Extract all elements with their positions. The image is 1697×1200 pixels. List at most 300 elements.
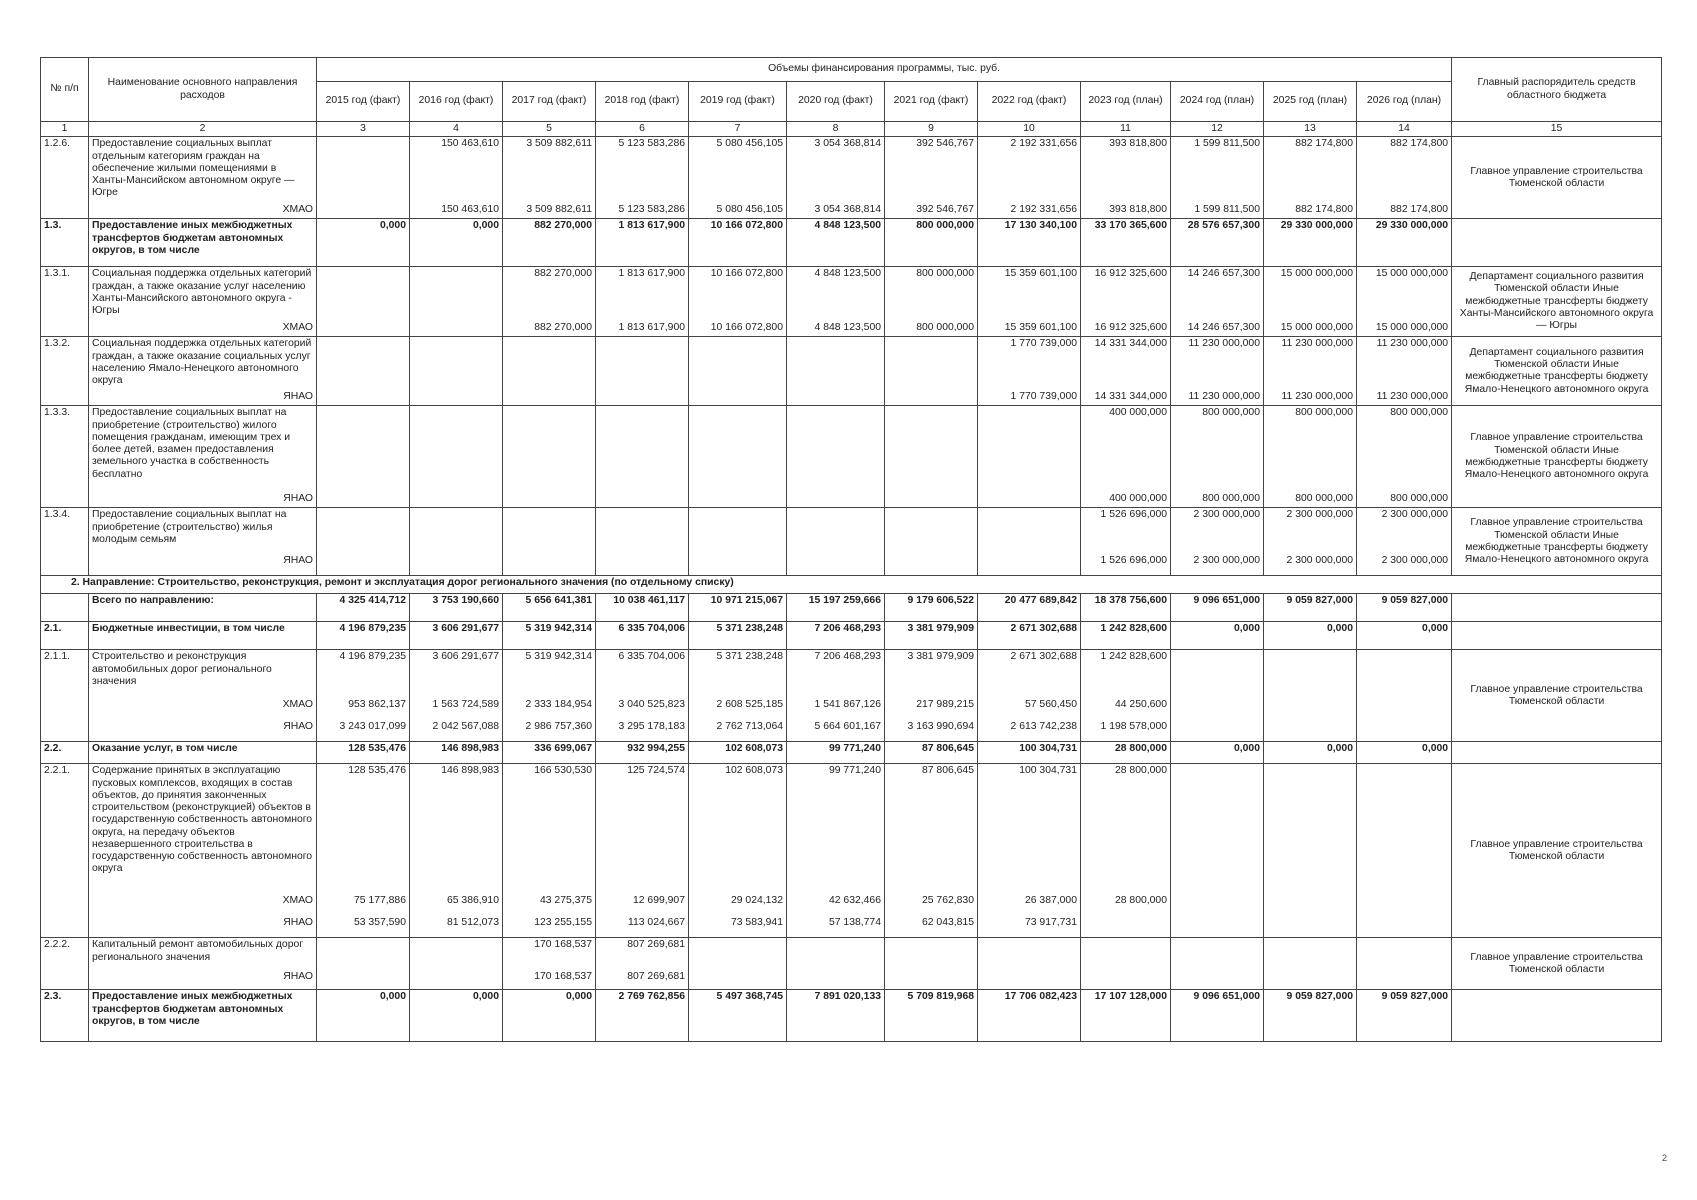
row-value: 2 042 567,088	[410, 720, 503, 742]
row-value: 102 608,073	[689, 742, 787, 764]
row-value: 5 123 583,286	[596, 203, 689, 219]
row-name: Предоставление социальных выплат на приобретение (строительство) жилья молодым семьям	[89, 508, 317, 554]
row-region: ХМАО	[89, 321, 317, 337]
row-value: 800 000,000	[1357, 406, 1452, 492]
row-value: 0,000	[1171, 742, 1264, 764]
row-name: Социальная поддержка отдельных категорий граждан, а также оказание услуг населению Ханты-Мансийского автономного округа - Югры	[89, 267, 317, 321]
row-value: 17 130 340,100	[978, 219, 1081, 267]
row-value: 2 300 000,000	[1171, 554, 1264, 576]
row-value: 14 331 344,000	[1081, 337, 1171, 390]
row-code	[41, 594, 89, 622]
row-value: 400 000,000	[1081, 406, 1171, 492]
total-label: Всего по направлению:	[89, 594, 317, 622]
row-name: Капитальный ремонт автомобильных дорог регионального значения	[89, 938, 317, 970]
header-year: 2024 год (план)	[1171, 82, 1264, 122]
table-row	[41, 742, 1662, 764]
row-value	[1264, 698, 1357, 720]
row-value	[978, 492, 1081, 508]
table-subrow	[41, 916, 1662, 938]
row-value: 43 275,375	[503, 894, 596, 916]
row-name: Содержание принятых в эксплуатацию пусковых комплексов, входящих в состав объектов, до принятия законченных строительством (реконструкцией) объектов в государственную собственность автономного округа, на передачу объектов незавершенного строительства в государственную собственность автономного округа	[89, 764, 317, 894]
row-value: 15 000 000,000	[1357, 321, 1452, 337]
row-value: 42 632,466	[787, 894, 885, 916]
row-value: 0,000	[1171, 622, 1264, 650]
row-value: 87 806,645	[885, 742, 978, 764]
row-value	[689, 390, 787, 406]
row-name: Предоставление иных межбюджетных трансфертов бюджетам автономных округов, в том числе	[89, 219, 317, 267]
header-col-number: 3	[317, 122, 410, 137]
row-value	[410, 492, 503, 508]
row-value	[410, 938, 503, 970]
row-value: 11 230 000,000	[1264, 337, 1357, 390]
row-value: 4 196 879,235	[317, 622, 410, 650]
row-value: 0,000	[410, 990, 503, 1042]
row-code: 1.2.6.	[41, 137, 89, 219]
row-value	[1264, 938, 1357, 970]
row-code: 2.1.	[41, 622, 89, 650]
row-value: 882 174,800	[1264, 137, 1357, 203]
row-value	[1264, 916, 1357, 938]
row-value: 2 333 184,954	[503, 698, 596, 720]
row-value: 2 300 000,000	[1357, 554, 1452, 576]
total-value: 5 656 641,381	[503, 594, 596, 622]
row-value: 128 535,476	[317, 742, 410, 764]
row-value: 28 576 657,300	[1171, 219, 1264, 267]
row-value: 4 848 123,500	[787, 321, 885, 337]
header-year: 2019 год (факт)	[689, 82, 787, 122]
row-value: 1 526 696,000	[1081, 554, 1171, 576]
row-value	[410, 321, 503, 337]
row-value: 4 196 879,235	[317, 650, 410, 698]
row-region: ЯНАО	[89, 390, 317, 406]
row-value: 0,000	[503, 990, 596, 1042]
row-value	[689, 492, 787, 508]
header-volumes: Объемы финансирования программы, тыс. руб.	[317, 58, 1452, 82]
header-year: 2026 год (план)	[1357, 82, 1452, 122]
row-value: 1 242 828,600	[1081, 622, 1171, 650]
row-region: ЯНАО	[89, 554, 317, 576]
row-value: 16 912 325,600	[1081, 321, 1171, 337]
row-value: 800 000,000	[1171, 406, 1264, 492]
row-code: 1.3.2.	[41, 337, 89, 406]
row-value: 17 107 128,000	[1081, 990, 1171, 1042]
row-value	[787, 337, 885, 390]
row-value: 128 535,476	[317, 764, 410, 894]
row-value: 150 463,610	[410, 203, 503, 219]
section-title: 2. Направление: Строительство, реконструкция, ремонт и эксплуатация дорог регионального значения (по отдельному списку)	[41, 576, 1662, 594]
row-code: 2.1.1.	[41, 650, 89, 742]
table-row	[41, 508, 1662, 554]
row-value	[1171, 970, 1264, 990]
header-col-number: 15	[1452, 122, 1662, 137]
row-value	[978, 508, 1081, 554]
row-value: 5 664 601,167	[787, 720, 885, 742]
row-value: 7 206 468,293	[787, 622, 885, 650]
row-value	[596, 390, 689, 406]
row-value: 28 800,000	[1081, 764, 1171, 894]
row-value: 10 166 072,800	[689, 219, 787, 267]
row-value: 3 509 882,611	[503, 137, 596, 203]
row-manager	[1452, 990, 1662, 1042]
table-row	[41, 137, 1662, 203]
row-value: 9 059 827,000	[1264, 990, 1357, 1042]
header-manager: Главный распорядитель средств областного бюджета	[1452, 58, 1662, 122]
header-col-number: 7	[689, 122, 787, 137]
row-manager: Главное управление строительства Тюменской области Иные межбюджетные трансферты бюджету Ямало-Ненецкого автономного округа	[1452, 508, 1662, 576]
row-value: 3 040 525,823	[596, 698, 689, 720]
header-col-number: 5	[503, 122, 596, 137]
table-subrow	[41, 894, 1662, 916]
row-value: 57 560,450	[978, 698, 1081, 720]
row-value: 0,000	[1264, 742, 1357, 764]
table-subrow	[41, 321, 1662, 337]
row-value	[689, 406, 787, 492]
row-value	[978, 938, 1081, 970]
row-value: 1 599 811,500	[1171, 137, 1264, 203]
row-value: 1 813 617,900	[596, 267, 689, 321]
row-value	[787, 508, 885, 554]
table-subrow	[41, 970, 1662, 990]
row-value	[317, 137, 410, 203]
row-value	[410, 554, 503, 576]
row-value	[689, 554, 787, 576]
row-value: 166 530,530	[503, 764, 596, 894]
header-col-number: 11	[1081, 122, 1171, 137]
total-value: 15 197 259,666	[787, 594, 885, 622]
header-no: № п/п	[41, 58, 89, 122]
row-value	[410, 970, 503, 990]
row-value	[1171, 938, 1264, 970]
row-value: 0,000	[410, 219, 503, 267]
row-manager: Главное управление строительства Тюменской области	[1452, 137, 1662, 219]
total-value: 9 059 827,000	[1264, 594, 1357, 622]
row-name: Предоставление иных межбюджетных трансфертов бюджетам автономных округов, в том числе	[89, 990, 317, 1042]
row-value: 28 800,000	[1081, 894, 1171, 916]
row-value: 2 300 000,000	[1264, 554, 1357, 576]
row-value	[317, 390, 410, 406]
row-value: 170 168,537	[503, 970, 596, 990]
row-value: 62 043,815	[885, 916, 978, 938]
header-col-number: 2	[89, 122, 317, 137]
row-value: 6 335 704,006	[596, 622, 689, 650]
row-value	[1264, 650, 1357, 698]
row-value: 0,000	[1264, 622, 1357, 650]
row-value: 800 000,000	[1357, 492, 1452, 508]
row-value: 3 243 017,099	[317, 720, 410, 742]
header-year: 2021 год (факт)	[885, 82, 978, 122]
row-value	[317, 406, 410, 492]
row-value	[1081, 916, 1171, 938]
row-value: 953 862,137	[317, 698, 410, 720]
row-value	[317, 508, 410, 554]
row-value: 11 230 000,000	[1171, 337, 1264, 390]
row-value: 1 770 739,000	[978, 337, 1081, 390]
table-row	[41, 990, 1662, 1042]
row-value: 15 000 000,000	[1264, 321, 1357, 337]
table-row	[41, 219, 1662, 267]
row-value: 336 699,067	[503, 742, 596, 764]
row-value: 14 246 657,300	[1171, 267, 1264, 321]
table-row	[41, 938, 1662, 970]
row-manager	[1452, 622, 1662, 650]
row-value	[1357, 650, 1452, 698]
row-value: 2 671 302,688	[978, 622, 1081, 650]
row-name: Предоставление социальных выплат на приобретение (строительство) жилого помещения гражданам, имеющим трех и более детей, взамен предоставления земельного участка в собственность бесплатно	[89, 406, 317, 492]
row-value: 3 295 178,183	[596, 720, 689, 742]
row-value: 800 000,000	[885, 321, 978, 337]
row-value: 393 818,800	[1081, 137, 1171, 203]
row-value	[1264, 764, 1357, 894]
row-code: 1.3.1.	[41, 267, 89, 337]
header-year: 2023 год (план)	[1081, 82, 1171, 122]
row-value: 2 192 331,656	[978, 203, 1081, 219]
row-value: 99 771,240	[787, 742, 885, 764]
row-value: 2 608 525,185	[689, 698, 787, 720]
row-value	[787, 554, 885, 576]
row-value	[1357, 938, 1452, 970]
row-value	[317, 938, 410, 970]
row-value	[978, 406, 1081, 492]
row-name: Оказание услуг, в том числе	[89, 742, 317, 764]
row-value	[885, 938, 978, 970]
row-value: 125 724,574	[596, 764, 689, 894]
row-value	[410, 390, 503, 406]
row-value: 146 898,983	[410, 764, 503, 894]
total-value: 9 059 827,000	[1357, 594, 1452, 622]
header-col-number: 13	[1264, 122, 1357, 137]
row-value: 146 898,983	[410, 742, 503, 764]
row-region: ХМАО	[89, 894, 317, 916]
row-value	[1264, 970, 1357, 990]
row-value: 11 230 000,000	[1264, 390, 1357, 406]
row-value: 15 359 601,100	[978, 267, 1081, 321]
row-value	[787, 390, 885, 406]
header-name: Наименование основного направления расходов	[89, 58, 317, 122]
row-value	[689, 970, 787, 990]
row-value	[1171, 720, 1264, 742]
row-value: 17 706 082,423	[978, 990, 1081, 1042]
row-value: 932 994,255	[596, 742, 689, 764]
row-value	[596, 508, 689, 554]
header-col-number: 4	[410, 122, 503, 137]
row-value: 4 848 123,500	[787, 267, 885, 321]
row-value	[1357, 916, 1452, 938]
row-value: 25 762,830	[885, 894, 978, 916]
row-value: 882 174,800	[1357, 137, 1452, 203]
row-value	[885, 390, 978, 406]
row-value	[503, 390, 596, 406]
row-value: 2 769 762,856	[596, 990, 689, 1042]
row-value	[1264, 894, 1357, 916]
row-value: 392 546,767	[885, 137, 978, 203]
row-value: 113 024,667	[596, 916, 689, 938]
row-value: 882 270,000	[503, 267, 596, 321]
row-manager: Главное управление строительства Тюменской области	[1452, 650, 1662, 742]
row-value: 2 300 000,000	[1357, 508, 1452, 554]
row-value: 14 246 657,300	[1171, 321, 1264, 337]
row-value: 5 709 819,968	[885, 990, 978, 1042]
header-year: 2020 год (факт)	[787, 82, 885, 122]
row-value: 807 269,681	[596, 938, 689, 970]
row-value: 1 813 617,900	[596, 321, 689, 337]
row-manager: Департамент социального развития Тюменской области Иные межбюджетные трансферты бюджету Ямало-Ненецкого автономного округа	[1452, 337, 1662, 406]
row-value: 15 000 000,000	[1264, 267, 1357, 321]
row-value	[503, 508, 596, 554]
row-value	[317, 492, 410, 508]
row-value	[317, 554, 410, 576]
row-value: 16 912 325,600	[1081, 267, 1171, 321]
row-value	[596, 492, 689, 508]
row-value: 5 080 456,105	[689, 203, 787, 219]
row-value	[689, 938, 787, 970]
row-value: 15 359 601,100	[978, 321, 1081, 337]
row-value: 10 166 072,800	[689, 267, 787, 321]
row-name: Строительство и реконструкция автомобильных дорог регионального значения	[89, 650, 317, 698]
row-value: 5 319 942,314	[503, 622, 596, 650]
row-value: 2 986 757,360	[503, 720, 596, 742]
row-value: 800 000,000	[1264, 492, 1357, 508]
total-row	[41, 594, 1662, 622]
header-year: 2017 год (факт)	[503, 82, 596, 122]
row-value: 5 080 456,105	[689, 137, 787, 203]
row-value: 10 166 072,800	[689, 321, 787, 337]
row-value	[885, 970, 978, 990]
row-value: 3 054 368,814	[787, 137, 885, 203]
row-manager: Главное управление строительства Тюменской области	[1452, 938, 1662, 990]
row-value	[787, 970, 885, 990]
row-value: 33 170 365,600	[1081, 219, 1171, 267]
row-code: 2.2.1.	[41, 764, 89, 938]
header-year: 2015 год (факт)	[317, 82, 410, 122]
row-value: 100 304,731	[978, 764, 1081, 894]
table-subrow	[41, 720, 1662, 742]
row-value: 1 599 811,500	[1171, 203, 1264, 219]
table-subrow	[41, 492, 1662, 508]
row-value: 2 671 302,688	[978, 650, 1081, 698]
table-row	[41, 267, 1662, 321]
row-value: 9 096 651,000	[1171, 990, 1264, 1042]
row-value	[885, 492, 978, 508]
header-col-number: 12	[1171, 122, 1264, 137]
row-manager: Главное управление строительства Тюменской области	[1452, 764, 1662, 938]
row-value: 29 330 000,000	[1357, 219, 1452, 267]
table-row	[41, 650, 1662, 698]
header-year: 2016 год (факт)	[410, 82, 503, 122]
row-value	[410, 337, 503, 390]
row-value: 75 177,886	[317, 894, 410, 916]
row-value	[1264, 720, 1357, 742]
row-code: 1.3.	[41, 219, 89, 267]
row-name: Бюджетные инвестиции, в том числе	[89, 622, 317, 650]
row-value	[1171, 894, 1264, 916]
table-row	[41, 622, 1662, 650]
total-value: 20 477 689,842	[978, 594, 1081, 622]
row-value: 1 242 828,600	[1081, 650, 1171, 698]
row-value: 123 255,155	[503, 916, 596, 938]
row-code: 2.2.2.	[41, 938, 89, 990]
row-value	[317, 267, 410, 321]
row-value: 882 174,800	[1264, 203, 1357, 219]
total-value: 18 378 756,600	[1081, 594, 1171, 622]
row-value: 800 000,000	[885, 219, 978, 267]
total-value: 9 179 606,522	[885, 594, 978, 622]
row-value	[317, 321, 410, 337]
row-value	[1171, 764, 1264, 894]
row-value	[503, 554, 596, 576]
row-region: ЯНАО	[89, 970, 317, 990]
row-value: 882 270,000	[503, 321, 596, 337]
header-col-number: 9	[885, 122, 978, 137]
row-value	[1357, 894, 1452, 916]
row-manager	[1452, 594, 1662, 622]
row-value: 4 848 123,500	[787, 219, 885, 267]
row-region: ХМАО	[89, 203, 317, 219]
row-value: 65 386,910	[410, 894, 503, 916]
total-value: 4 325 414,712	[317, 594, 410, 622]
row-value: 882 174,800	[1357, 203, 1452, 219]
row-value: 53 357,590	[317, 916, 410, 938]
row-value	[503, 492, 596, 508]
row-value	[978, 970, 1081, 990]
row-code: 2.3.	[41, 990, 89, 1042]
row-value: 2 613 742,238	[978, 720, 1081, 742]
row-name: Социальная поддержка отдельных категорий граждан, а также оказание социальных услуг населению Ямало-Ненецкого автономного округа	[89, 337, 317, 390]
row-value: 1 813 617,900	[596, 219, 689, 267]
row-value: 73 917,731	[978, 916, 1081, 938]
row-value: 3 606 291,677	[410, 622, 503, 650]
table-subrow	[41, 203, 1662, 219]
row-value: 800 000,000	[885, 267, 978, 321]
row-value: 3 381 979,909	[885, 622, 978, 650]
row-value	[503, 406, 596, 492]
row-value: 807 269,681	[596, 970, 689, 990]
row-value	[1081, 970, 1171, 990]
row-value: 3 381 979,909	[885, 650, 978, 698]
row-value: 392 546,767	[885, 203, 978, 219]
row-value	[317, 203, 410, 219]
financing-table	[40, 57, 1662, 1042]
row-value: 3 054 368,814	[787, 203, 885, 219]
row-value	[689, 508, 787, 554]
row-manager: Департамент социального развития Тюменской области Иные межбюджетные трансферты бюджету Ханты-Мансийского автономного округа — Югры	[1452, 267, 1662, 337]
header-col-number: 6	[596, 122, 689, 137]
row-value: 150 463,610	[410, 137, 503, 203]
row-value: 1 563 724,589	[410, 698, 503, 720]
row-value: 2 192 331,656	[978, 137, 1081, 203]
row-value	[410, 406, 503, 492]
row-manager: Главное управление строительства Тюменской области Иные межбюджетные трансферты бюджету Ямало-Ненецкого автономного округа	[1452, 406, 1662, 508]
header-year: 2025 год (план)	[1264, 82, 1357, 122]
row-value: 11 230 000,000	[1357, 390, 1452, 406]
row-value	[885, 554, 978, 576]
total-value: 3 753 190,660	[410, 594, 503, 622]
total-value: 10 038 461,117	[596, 594, 689, 622]
row-value: 393 818,800	[1081, 203, 1171, 219]
header-year: 2018 год (факт)	[596, 82, 689, 122]
table-row	[41, 406, 1662, 492]
row-value: 28 800,000	[1081, 742, 1171, 764]
row-value: 170 168,537	[503, 938, 596, 970]
table-row	[41, 764, 1662, 894]
row-value	[410, 267, 503, 321]
row-value: 800 000,000	[1171, 492, 1264, 508]
row-value: 1 770 739,000	[978, 390, 1081, 406]
row-value: 99 771,240	[787, 764, 885, 894]
row-value: 7 891 020,133	[787, 990, 885, 1042]
row-value	[1171, 916, 1264, 938]
row-region: ЯНАО	[89, 720, 317, 742]
row-value	[596, 554, 689, 576]
